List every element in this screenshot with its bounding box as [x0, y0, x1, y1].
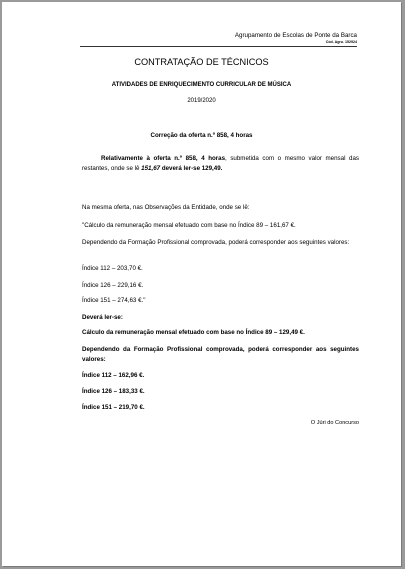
- new-item-3: Índice 151 – 219,70 €.: [82, 404, 145, 411]
- intro-paragraph: [82, 154, 359, 173]
- new-depends: Dependendo da Formação Profissional comprovada, poderá corresponder aos seguintes valores:: [82, 346, 359, 363]
- old-calc: "Cálculo da remuneração mensal efetuado com base no Índice 89 – 161,67 €.: [82, 222, 296, 229]
- old-item-3: Índice 151 – 274,63 €.": [82, 297, 146, 304]
- document-subtitle: ATIVIDADES DE ENRIQUECIMENTO CURRICULAR DE MÚSICA: [111, 82, 292, 88]
- header-organization: Agrupamento de Escolas de Ponte da Barca: [234, 32, 357, 39]
- new-calc: Cálculo da remuneração mensal efetuado com base no Índice 89 – 129,49 €.: [82, 329, 305, 336]
- old-depends: Dependendo da Formação Profissional comprovada, poderá corresponder aos seguintes valores:: [82, 239, 350, 246]
- new-item-2: Índice 126 – 183,33 €.: [82, 388, 145, 395]
- intro-tail: deverá ler-se 129,49.: [160, 164, 223, 172]
- document-year: 2019/2020: [187, 98, 216, 104]
- header-code: Cód. Agru. 152924: [325, 40, 357, 44]
- old-item-2: Índice 126 – 229,16 €.: [82, 282, 144, 289]
- header-divider: [80, 46, 357, 47]
- document-page: [2, 2, 401, 566]
- section-heading: Correção da oferta n.º 858, 4 horas: [150, 132, 253, 139]
- obs-intro: Na mesma oferta, nas Observações da Entidade, onde se lê:: [82, 204, 250, 211]
- signature: O Júri do Concurso: [310, 420, 359, 426]
- old-item-1: Índice 112 – 203,70 €.: [82, 265, 143, 272]
- should-read-label: Deverá ler-se:: [82, 314, 123, 321]
- intro-middle: , submetida com o mesmo valor mensal das restantes, onde se lê: [82, 155, 359, 172]
- intro-old-value: 151,67: [141, 164, 161, 172]
- intro-lead: Relativamente à oferta n.º 858, 4 horas: [101, 155, 226, 162]
- document-title: CONTRATAÇÃO DE TÉCNICOS: [134, 57, 269, 67]
- new-item-1: Índice 112 – 162,96 €.: [82, 372, 145, 379]
